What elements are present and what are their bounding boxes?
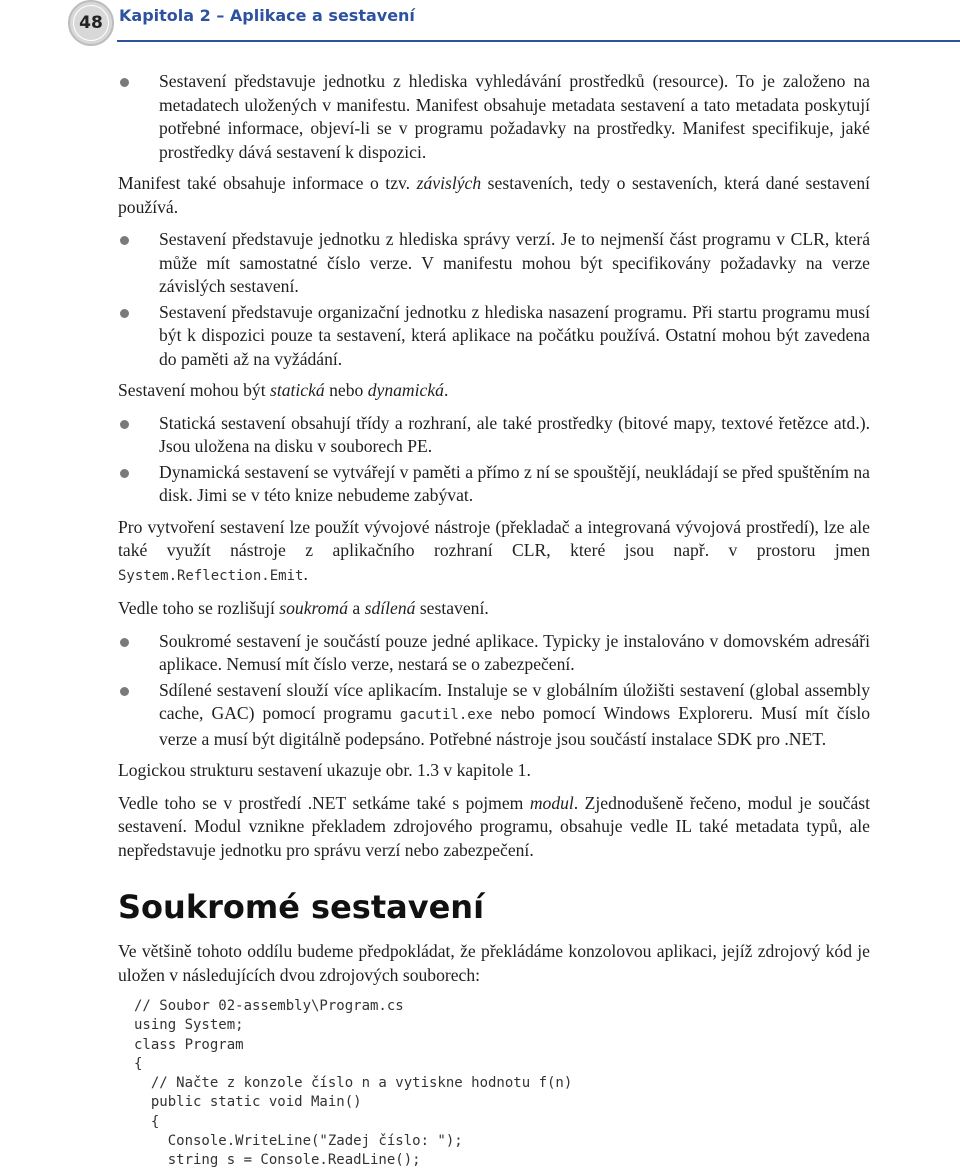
section-heading: Soukromé sestavení xyxy=(118,888,485,926)
page-number-badge xyxy=(68,0,114,46)
inline-code: gacutil.exe xyxy=(399,707,493,723)
list-item: Sestavení představuje organizační jednotku z hlediska nasazení programu. Při startu programu musí být k dispozici pouze ta sestavení, která aplikace na počátku používá. Ostatní mohou být zavedena do paměti až na vyžádání. xyxy=(118,301,870,372)
code-line: public static void Main() xyxy=(134,1094,362,1111)
chapter-title: Kapitola 2 – Aplikace a sestavení xyxy=(119,6,415,25)
list-item: Dynamická sestavení se vytvářejí v paměti a přímo z ní se spouštějí, neukládají se před spuštěním na disk. Jimi se v této knize nebudeme zabývat. xyxy=(118,461,870,508)
paragraph-tools: Pro vytvoření sestavení lze použít vývojové nástroje (překladač a integrovaná vývojová prostředí), lze ale také využít nástroje z aplikačního rozhraní CLR, které jsou např. v prostoru jmen System.Reflection.Emit. xyxy=(118,516,870,584)
paragraph-logical-structure: Logickou strukturu sestavení ukazuje obr. 1.3 v kapitole 1. xyxy=(118,760,531,780)
code-line: { xyxy=(134,1113,160,1130)
bullet-list-private-shared xyxy=(118,630,870,752)
list-item: Sestavení představuje jednotku z hlediska správy verzí. Je to nejmenší část programu v CLR, která může mít samostatné číslo verze. V manifestu mohou být specifikovány požadavky na verze závislých sestavení. xyxy=(118,228,870,299)
list-item: Statická sestavení obsahují třídy a rozhraní, ale také prostředky (bitové mapy, textové řetězce atd.). Jsou uložena na disku v souborech PE. xyxy=(118,412,870,459)
list-item: Sdílené sestavení slouží více aplikacím. Instaluje se v globálním úložišti sestavení (global assembly cache, GAC) pomocí programu gacutil.exe nebo pomocí Windows Exploreru. Musí mít číslo verze a musí být digitálně podepsáno. Potřebné nástroje jsou součástí instalace SDK pro .NET. xyxy=(118,679,870,752)
bullet-icon xyxy=(120,236,129,245)
bullet-icon xyxy=(120,469,129,478)
bullet-icon xyxy=(120,309,129,318)
bullet-icon xyxy=(120,420,129,429)
bullet-icon xyxy=(120,687,129,696)
bullet-icon xyxy=(120,78,129,87)
page-header xyxy=(0,0,960,48)
paragraph-static-dynamic: Sestavení mohou být statická nebo dynamická. xyxy=(118,380,449,400)
bullet-list-static-dynamic xyxy=(118,412,870,508)
code-line: string s = Console.ReadLine(); xyxy=(134,1152,421,1169)
code-line: class Program xyxy=(134,1036,244,1053)
inline-code: System.Reflection.Emit xyxy=(118,567,304,584)
bullet-list-versions xyxy=(118,228,870,371)
code-line: // Soubor 02-assembly\Program.cs xyxy=(134,998,404,1014)
code-listing xyxy=(134,997,870,1171)
bullet-icon xyxy=(120,638,129,647)
page-content xyxy=(118,70,870,1171)
code-line: using System; xyxy=(134,1017,244,1034)
paragraph-module: Vedle toho se v prostředí .NET setkáme také s pojmem modul. Zjednodušeně řečeno, modul je součást sestavení. Modul vznikne překladem zdrojového programu, obsahuje vedle IL také metadata typů, ale nepředstavuje jednotku pro správu verzí nebo zabezpečení. xyxy=(118,792,870,860)
list-item: Soukromé sestavení je součástí pouze jedné aplikace. Typicky je instalováno v domovském adresáři aplikace. Nemusí mít číslo verze, nestará se o zabezpečení. xyxy=(118,630,870,677)
code-line: Console.WriteLine("Zadej číslo: "); xyxy=(134,1133,463,1150)
list-item: Sestavení představuje jednotku z hlediska vyhledávání prostředků (resource). To je založeno na metadatech uložených v manifestu. Manifest obsahuje metadata sestavení a tato metadata poskytují potřebné informace, objeví-li se v programu požadavky na prostředky. Manifest specifikuje, jaké prostředky dává sestavení k dispozici. xyxy=(118,70,870,164)
bullet-list-resources xyxy=(118,70,870,164)
paragraph-private-shared: Vedle toho se rozlišují soukromá a sdílená sestavení. xyxy=(118,598,489,618)
paragraph-intro: Ve většině tohoto oddílu budeme předpokládat, že překládáme konzolovou aplikaci, jejíž zdrojový kód je uložen v následujících dvou zdrojových souborech: xyxy=(118,941,870,985)
header-rule xyxy=(117,40,960,42)
code-line: // Načte z konzole číslo n a vytiskne hodnotu f(n) xyxy=(134,1075,573,1092)
paragraph-dependencies: Manifest také obsahuje informace o tzv. závislých sestaveních, tedy o sestaveních, která dané sestavení používá. xyxy=(118,173,870,217)
page-number: 48 xyxy=(79,13,103,33)
code-line: { xyxy=(134,1055,143,1072)
